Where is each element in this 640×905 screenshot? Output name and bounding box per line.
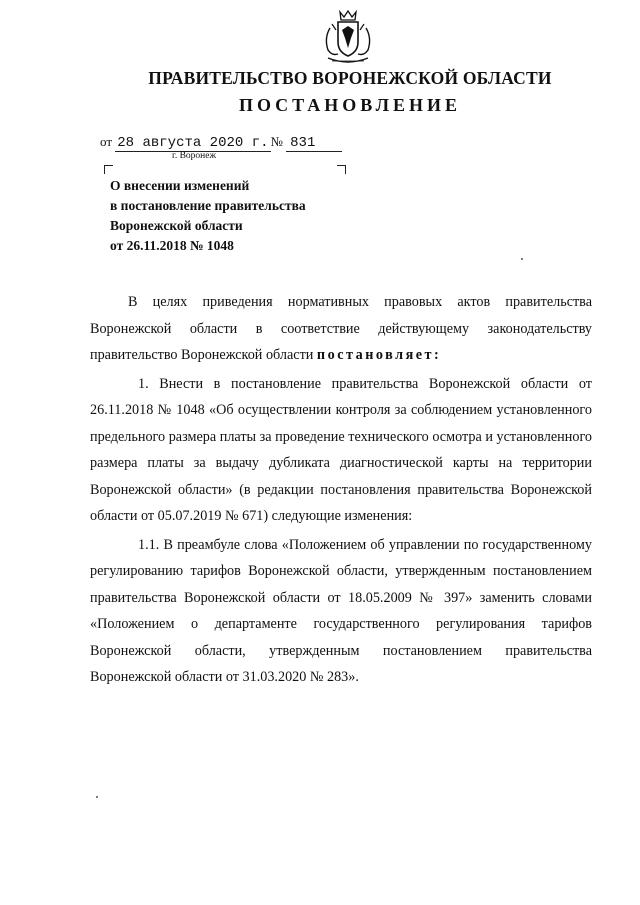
decree-word: постановляет:	[316, 347, 442, 363]
subject-line: в постановление правительства	[110, 198, 306, 213]
document-date: 28 августа 2020 г.	[117, 135, 269, 151]
preamble-text: В целях приведения нормативных правовых актов правительства Воронежской области в соответствие действующему законодательству правительство Воронежской области	[90, 294, 592, 363]
item-1-1-paragraph: 1.1. В преамбуле слова «Положением об управлении по государственному регулированию тарифов Воронежской области, утвержденным постановлением правительства Воронежской области от 18.05.2009 № 397» заменить словами «Положением о департаменте государственного регулирования тарифов Воронежской области, утвержденным постановлением правительства Воронежской области от 31.03.2020 № 283».	[90, 536, 592, 685]
preamble-paragraph	[90, 289, 592, 369]
subject-line: О внесении изменений	[110, 178, 250, 193]
government-title: ПРАВИТЕЛЬСТВО ВОРОНЕЖСКОЙ ОБЛАСТИ	[148, 68, 552, 88]
subject-corner-right	[337, 165, 346, 174]
document-number: 831	[290, 135, 316, 151]
subject-corner-left	[104, 165, 113, 174]
document-body	[90, 289, 592, 693]
item-1-paragraph: 1. Внести в постановление правительства Воронежской области от 26.11.2018 № 1048 «Об осуществлении контроля за соблюдением установленного предельного размера платы за проведение технического осмотра и установленного размера платы за выдачу дубликата диагностической карты на территории Воронежской области» (в редакции постановления правительства Воронежской области от 05.07.2019 № 671) следующие изменения:	[90, 375, 592, 524]
document-type: ПОСТАНОВЛЕНИЕ	[238, 95, 462, 115]
scan-speck	[96, 796, 98, 798]
number-label: №	[270, 134, 283, 149]
document-subject	[110, 176, 350, 256]
city-label: г. Воронеж	[172, 151, 217, 161]
scan-speck	[521, 258, 523, 260]
dateline	[100, 134, 342, 152]
date-from-label: от	[100, 134, 113, 149]
coat-of-arms-emblem	[318, 8, 378, 68]
subject-line: Воронежской области	[110, 218, 243, 233]
subject-line: от 26.11.2018 № 1048	[110, 238, 234, 253]
